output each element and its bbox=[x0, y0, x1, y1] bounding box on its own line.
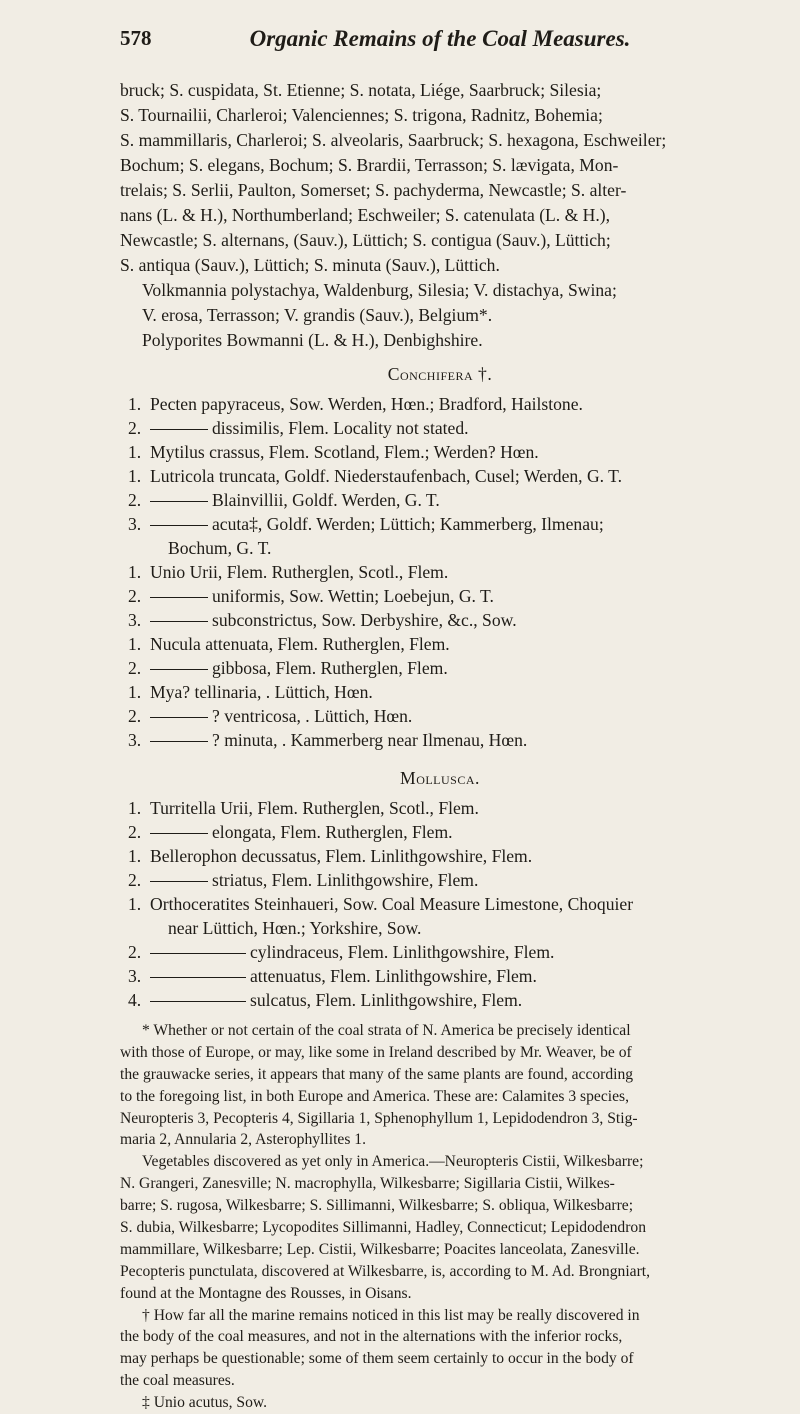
conchifera-entry bbox=[120, 440, 760, 464]
mollusca-list bbox=[120, 796, 760, 1012]
entry-number: 1. bbox=[128, 394, 142, 414]
ditto-dash bbox=[150, 597, 208, 598]
entry-text-wrap bbox=[150, 868, 478, 892]
footnote-line: S. dubia, Wilkesbarre; Lycopodites Sillimanni, Hadley, Connecticut; Lepidodendron bbox=[120, 1219, 646, 1237]
entry-number: 1. bbox=[128, 442, 142, 462]
entry-number: 1. bbox=[128, 466, 142, 486]
footnote-line: ‡ Unio acutus, Sow. bbox=[142, 1394, 268, 1412]
footnote-line: Neuropteris 3, Pecopteris 4, Sigillaria 1, Sphenophyllum 1, Lepidodendron 3, Stig- bbox=[120, 1109, 638, 1127]
intro-line: trelais; S. Serlii, Paulton, Somerset; S. pachyderma, Newcastle; S. alter- bbox=[120, 180, 627, 200]
footnote-line: † How far all the marine remains noticed in this list may be really discovered in bbox=[142, 1306, 640, 1324]
entry-text: Mytilus crassus, Flem. Scotland, Flem.; Werden? Hœn. bbox=[150, 442, 539, 462]
intro-line: S. mammillaris, Charleroi; S. alveolaris, Saarbruck; S. hexagona, Eschweiler; bbox=[120, 130, 667, 150]
footnote-line: with those of Europe, or may, like some in Ireland described by Mr. Weaver, be of bbox=[120, 1043, 632, 1061]
conchifera-entry bbox=[120, 584, 760, 608]
conchifera-entry bbox=[120, 536, 760, 560]
entry-text: Orthoceratites Steinhaueri, Sow. Coal Measure Limestone, Choquier bbox=[150, 894, 634, 914]
entry-text: cylindraceus, Flem. Linlithgowshire, Flem. bbox=[250, 942, 555, 962]
entry-text: sulcatus, Flem. Linlithgowshire, Flem. bbox=[250, 990, 523, 1010]
entry-text: Nucula attenuata, Flem. Rutherglen, Flem. bbox=[150, 634, 450, 654]
intro-line: V. erosa, Terrasson; V. grandis (Sauv.), Belgium*. bbox=[142, 305, 493, 325]
conchifera-entry bbox=[120, 416, 760, 440]
intro-line: nans (L. & H.), Northumberland; Eschweiler; S. catenulata (L. & H.), bbox=[120, 205, 611, 225]
entry-text-wrap bbox=[150, 392, 583, 416]
entry-text-wrap bbox=[150, 964, 537, 988]
entry-number: 4. bbox=[128, 990, 142, 1010]
entry-text: ? minuta, . Kammerberg near Ilmenau, Hœn. bbox=[212, 730, 528, 750]
footnote-line: Pecopteris punctulata, discovered at Wilkesbarre, is, according to M. Ad. Brongniart, bbox=[120, 1262, 650, 1280]
intro-paragraph bbox=[120, 78, 760, 353]
conchifera-entry bbox=[120, 728, 760, 752]
entry-text-wrap bbox=[150, 512, 604, 536]
mollusca-entry bbox=[120, 964, 760, 988]
footnote-line: mammillare, Wilkesbarre; Lep. Cistii, Wilkesbarre; Poacites lanceolata, Zanesville. bbox=[120, 1240, 640, 1258]
entry-text: Unio Urii, Flem. Rutherglen, Scotl., Flem. bbox=[150, 562, 449, 582]
entry-number: 1. bbox=[128, 634, 142, 654]
section-heading-conchifera: Conchifera †. bbox=[387, 364, 493, 384]
intro-line: Bochum; S. elegans, Bochum; S. Brardii, Terrasson; S. lævigata, Mon- bbox=[120, 155, 619, 175]
footnote-line: found at the Montagne des Rousses, in Oisans. bbox=[120, 1284, 412, 1302]
entry-number: 2. bbox=[128, 586, 142, 606]
entry-number: 2. bbox=[128, 822, 142, 842]
entry-text-wrap bbox=[150, 632, 450, 656]
conchifera-entry bbox=[120, 488, 760, 512]
footnote-line: to the foregoing list, in both Europe and America. These are: Calamites 3 species, bbox=[120, 1087, 629, 1105]
conchifera-entry bbox=[120, 560, 760, 584]
intro-line: Volkmannia polystachya, Waldenburg, Silesia; V. distachya, Swina; bbox=[142, 280, 617, 300]
footnote-line: the coal measures. bbox=[120, 1372, 235, 1390]
mollusca-entry bbox=[120, 796, 760, 820]
footnote-line: the grauwacke series, it appears that many of the same plants are found, according bbox=[120, 1065, 634, 1083]
conchifera-entry bbox=[120, 608, 760, 632]
conchifera-list bbox=[120, 392, 760, 752]
ditto-dash bbox=[150, 501, 208, 502]
mollusca-entry bbox=[120, 940, 760, 964]
footnote-line: maria 2, Annularia 2, Asterophyllites 1. bbox=[120, 1131, 366, 1149]
entry-text: acuta‡, Goldf. Werden; Lüttich; Kammerberg, Ilmenau; bbox=[212, 514, 604, 534]
entry-text: ? ventricosa, . Lüttich, Hœn. bbox=[212, 706, 413, 726]
entry-text-wrap bbox=[150, 796, 479, 820]
ditto-dash bbox=[150, 669, 208, 670]
entry-text-wrap bbox=[150, 488, 440, 512]
page-number: 578 bbox=[120, 26, 152, 50]
entry-number: 3. bbox=[128, 730, 142, 750]
entry-text: Bochum, G. T. bbox=[168, 538, 272, 558]
conchifera-entry bbox=[120, 512, 760, 536]
mollusca-entry bbox=[120, 892, 760, 916]
ditto-dash bbox=[150, 621, 208, 622]
entry-text: attenuatus, Flem. Linlithgowshire, Flem. bbox=[250, 966, 537, 986]
entry-text-wrap bbox=[150, 464, 622, 488]
entry-text: near Lüttich, Hœn.; Yorkshire, Sow. bbox=[168, 918, 422, 938]
footnote-line: * Whether or not certain of the coal strata of N. America be precisely identical bbox=[142, 1022, 631, 1039]
entry-number: 2. bbox=[128, 942, 142, 962]
conchifera-entry bbox=[120, 656, 760, 680]
entry-text: subconstrictus, Sow. Derbyshire, &c., Sow. bbox=[212, 610, 517, 630]
entry-text: gibbosa, Flem. Rutherglen, Flem. bbox=[212, 658, 448, 678]
entry-text: Turritella Urii, Flem. Rutherglen, Scotl., Flem. bbox=[150, 798, 479, 818]
ditto-dash bbox=[150, 953, 246, 954]
entry-number: 3. bbox=[128, 610, 142, 630]
ditto-dash bbox=[150, 881, 208, 882]
entry-number: 2. bbox=[128, 418, 142, 438]
entry-text-wrap bbox=[168, 536, 271, 560]
mollusca-entry bbox=[120, 868, 760, 892]
footnote-line: Vegetables discovered as yet only in America.—Neuropteris Cistii, Wilkesbarre; bbox=[142, 1153, 644, 1171]
footnotes bbox=[120, 1020, 760, 1414]
entry-text: Mya? tellinaria, . Lüttich, Hœn. bbox=[150, 682, 373, 702]
intro-line: Newcastle; S. alternans, (Sauv.), Lüttich; S. contigua (Sauv.), Lüttich; bbox=[120, 230, 611, 250]
ditto-dash bbox=[150, 833, 208, 834]
entry-text-wrap bbox=[150, 844, 532, 868]
ditto-dash bbox=[150, 525, 208, 526]
entry-text: Lutricola truncata, Goldf. Niederstaufenbach, Cusel; Werden, G. T. bbox=[150, 466, 622, 486]
entry-text-wrap bbox=[150, 440, 539, 464]
footnote-line: may perhaps be questionable; some of them seem certainly to occur in the body of bbox=[120, 1350, 634, 1368]
section-heading-mollusca: Mollusca. bbox=[400, 768, 480, 788]
entry-text-wrap bbox=[150, 656, 448, 680]
entry-text-wrap bbox=[150, 416, 469, 440]
entry-text: elongata, Flem. Rutherglen, Flem. bbox=[212, 822, 453, 842]
ditto-dash bbox=[150, 717, 208, 718]
entry-text-wrap bbox=[150, 560, 448, 584]
entry-text: Blainvillii, Goldf. Werden, G. T. bbox=[212, 490, 440, 510]
ditto-dash bbox=[150, 429, 208, 430]
footnote-line: the body of the coal measures, and not in the alternations with the inferior rocks, bbox=[120, 1328, 623, 1346]
entry-text-wrap bbox=[150, 608, 517, 632]
mollusca-entry bbox=[120, 988, 760, 1012]
running-title: Organic Remains of the Coal Measures. bbox=[249, 26, 631, 51]
entry-text: uniformis, Sow. Wettin; Loebejun, G. T. bbox=[212, 586, 494, 606]
entry-text-wrap bbox=[150, 584, 494, 608]
entry-number: 1. bbox=[128, 846, 142, 866]
ditto-dash bbox=[150, 741, 208, 742]
entry-text-wrap bbox=[150, 940, 554, 964]
mollusca-entry bbox=[120, 844, 760, 868]
ditto-dash bbox=[150, 1001, 246, 1002]
entry-number: 2. bbox=[128, 706, 142, 726]
entry-text: striatus, Flem. Linlithgowshire, Flem. bbox=[212, 870, 479, 890]
entry-number: 3. bbox=[128, 966, 142, 986]
entry-text-wrap bbox=[150, 728, 527, 752]
intro-line: bruck; S. cuspidata, St. Etienne; S. notata, Liége, Saarbruck; Silesia; bbox=[120, 80, 602, 100]
entry-number: 2. bbox=[128, 870, 142, 890]
conchifera-entry bbox=[120, 392, 760, 416]
entry-text: Pecten papyraceus, Sow. Werden, Hœn.; Bradford, Hailstone. bbox=[150, 394, 583, 414]
intro-line: S. antiqua (Sauv.), Lüttich; S. minuta (Sauv.), Lüttich. bbox=[120, 255, 500, 275]
entry-number: 1. bbox=[128, 894, 142, 914]
mollusca-entry bbox=[120, 916, 760, 940]
ditto-dash bbox=[150, 977, 246, 978]
entry-number: 2. bbox=[128, 658, 142, 678]
conchifera-entry bbox=[120, 632, 760, 656]
intro-line: S. Tournailii, Charleroi; Valenciennes; S. trigona, Radnitz, Bohemia; bbox=[120, 105, 603, 125]
entry-number: 1. bbox=[128, 562, 142, 582]
entry-text-wrap bbox=[168, 916, 421, 940]
entry-text-wrap bbox=[150, 892, 633, 916]
entry-number: 3. bbox=[128, 514, 142, 534]
entry-number: 1. bbox=[128, 682, 142, 702]
conchifera-entry bbox=[120, 704, 760, 728]
entry-text-wrap bbox=[150, 704, 412, 728]
entry-text-wrap bbox=[150, 988, 522, 1012]
conchifera-entry bbox=[120, 464, 760, 488]
entry-number: 2. bbox=[128, 490, 142, 510]
page-header bbox=[120, 26, 760, 60]
conchifera-entry bbox=[120, 680, 760, 704]
footnote-line: barre; S. rugosa, Wilkesbarre; S. Sillimanni, Wilkesbarre; S. obliqua, Wilkesbarre; bbox=[120, 1197, 634, 1215]
intro-line: Polyporites Bowmanni (L. & H.), Denbighshire. bbox=[142, 330, 483, 350]
entry-number: 1. bbox=[128, 798, 142, 818]
mollusca-entry bbox=[120, 820, 760, 844]
entry-text-wrap bbox=[150, 820, 453, 844]
entry-text-wrap bbox=[150, 680, 373, 704]
entry-text: Bellerophon decussatus, Flem. Linlithgowshire, Flem. bbox=[150, 846, 533, 866]
footnote-line: N. Grangeri, Zanesville; N. macrophylla, Wilkesbarre; Sigillaria Cistii, Wilkes- bbox=[120, 1175, 615, 1193]
entry-text: dissimilis, Flem. Locality not stated. bbox=[212, 418, 469, 438]
